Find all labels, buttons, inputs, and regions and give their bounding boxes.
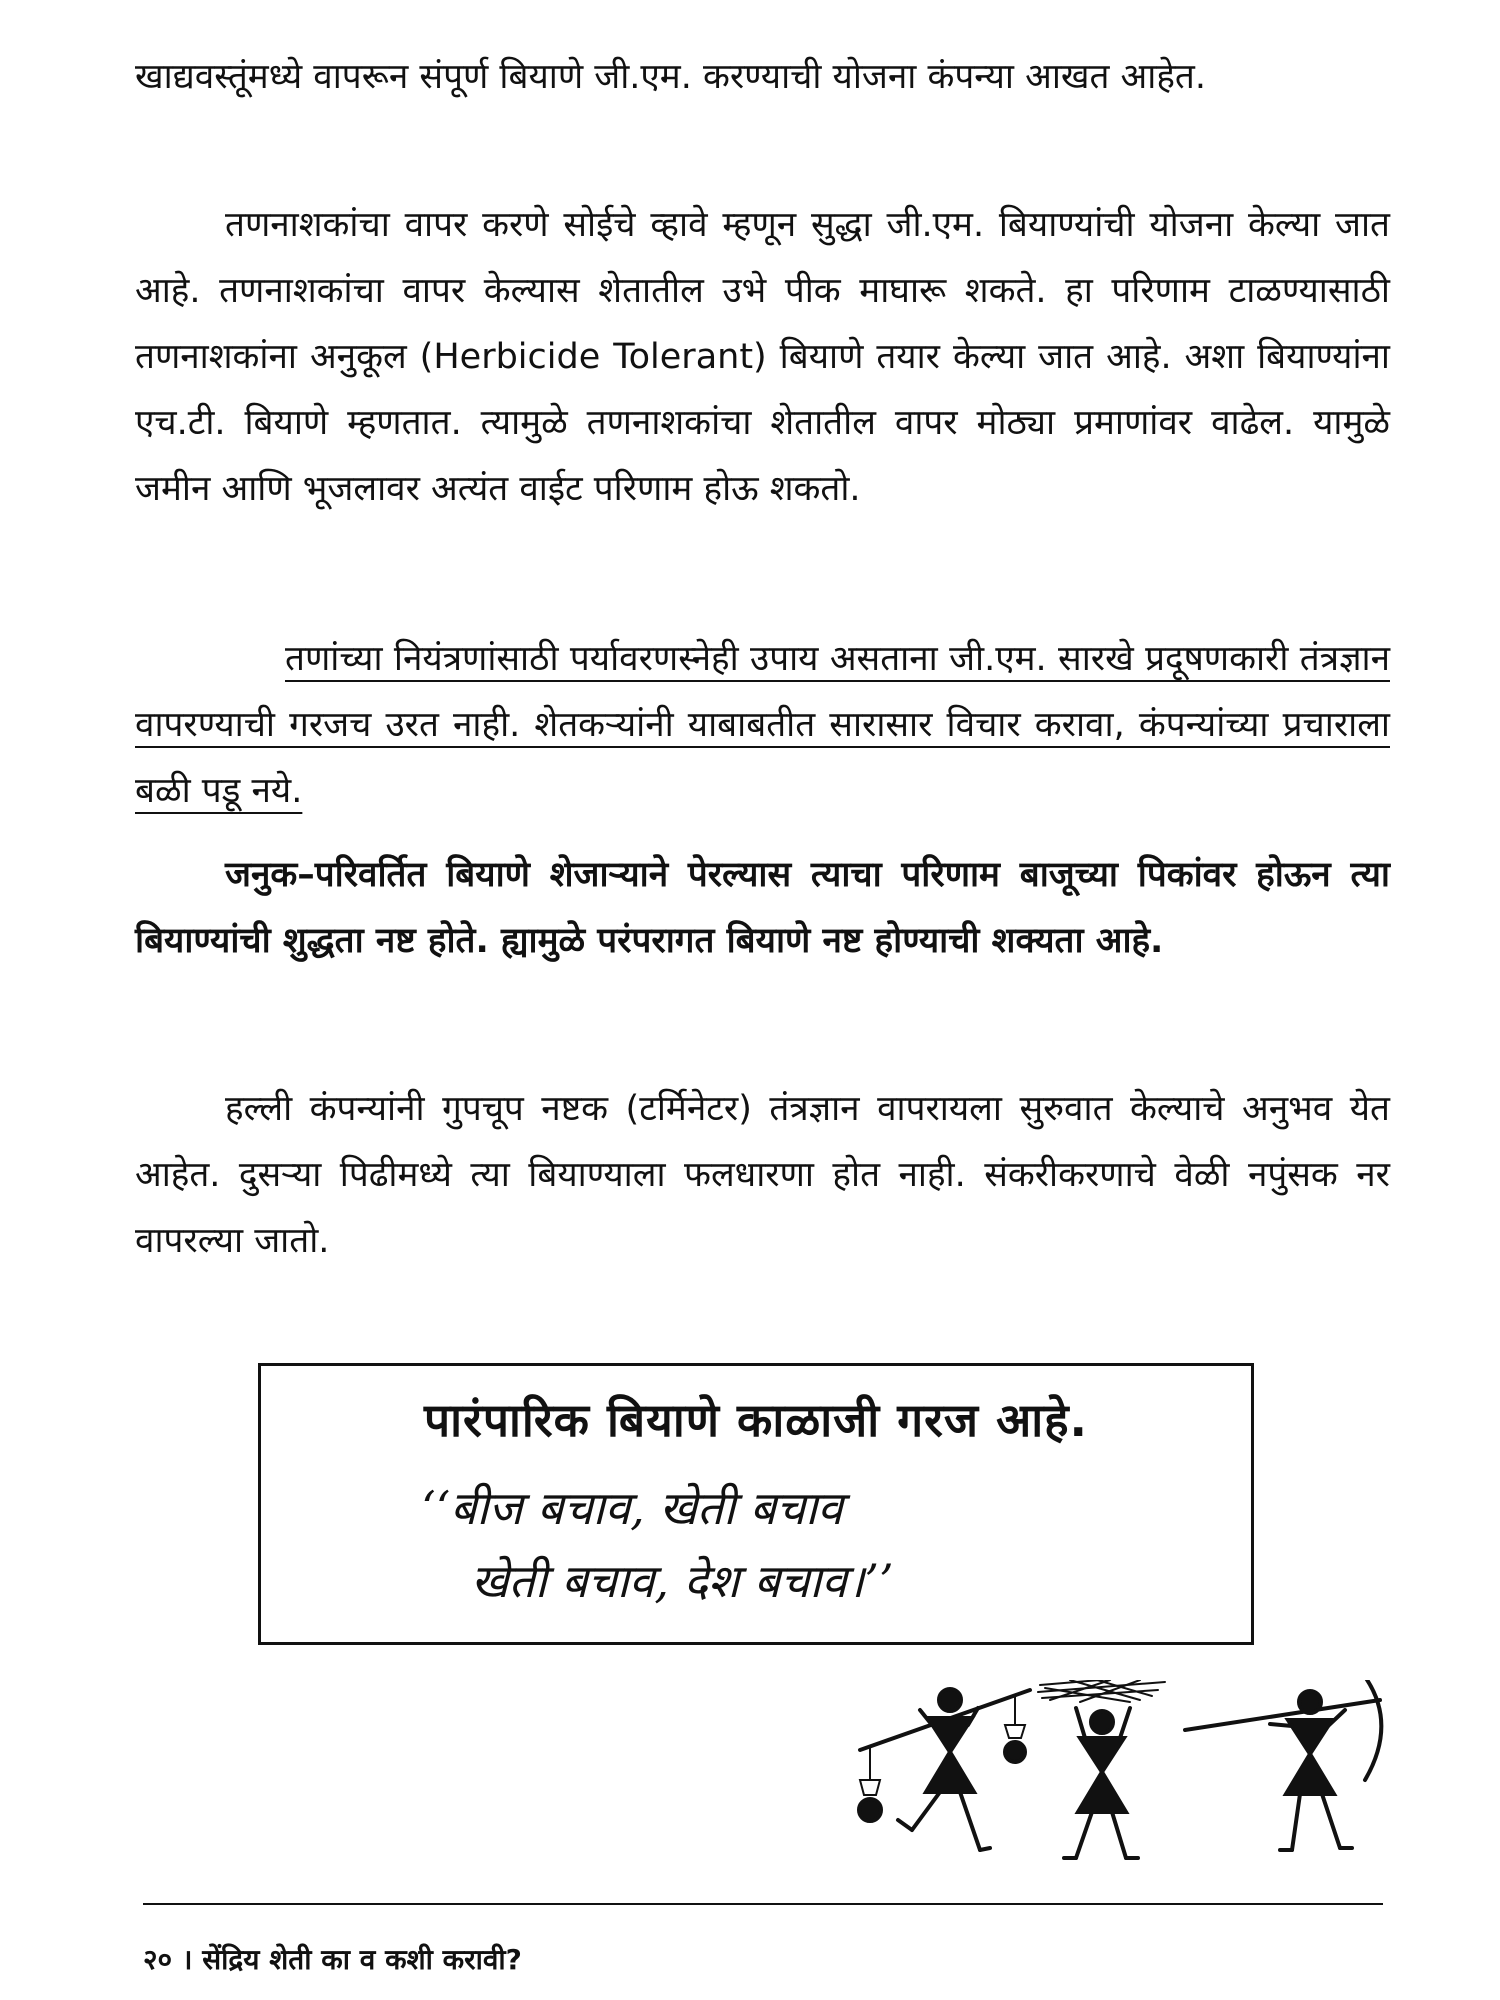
paragraph-eco-friendly-weed-control (135, 626, 1390, 824)
paragraph-gm-seeds-plan: खाद्यवस्तूंमध्ये वापरून संपूर्ण बियाणे जी.एम. करण्याची योजना कंपन्या आखत आहेत. (135, 57, 1206, 97)
slogan-line-2: खेती बचाव, देश बचाव।’’ (471, 1554, 894, 1608)
slogan-line-1: ‘‘बीज बचाव, खेती बचाव (421, 1481, 843, 1535)
underlined-text: तणांच्या नियंत्रणांसाठी पर्यावरणस्नेही उपाय असताना जी.एम. सारखे प्रदूषणकारी तंत्रज्ञान वापरण्याची गरजच उरत नाही. शेतकऱ्यांनी याबाबतीत सारासार विचार करावा, कंपन्यांच्या प्रचाराला बळी पडू नये. (135, 639, 1390, 811)
warli-farmers-icon (840, 1680, 1400, 1880)
paragraph-herbicide-tolerant: तणनाशकांचा वापर करणे सोईचे व्हावे म्हणून सुद्धा जी.एम. बियाण्यांची योजना केल्या जात आहे. तणनाशकांचा वापर केल्यास शेतातील उभे पीक माघारू शकते. हा परिणाम टाळण्यासाठी तणनाशकांना अनुकूल (Herbicide Tolerant) बियाणे तयार केल्या जात आहे. अशा बियाण्यांना एच.टी. बियाणे म्हणतात. त्यामुळे तणनाशकांचा शेतातील वापर मोठ्या प्रमाणांवर वाढेल. यामुळे जमीन आणि भूजलावर अत्यंत वाईट परिणाम होऊ शकतो. (135, 205, 1390, 509)
paragraph-terminator-technology: हल्ली कंपन्यांनी गुपचूप नष्टक (टर्मिनेटर) तंत्रज्ञान वापरायला सुरुवात केल्याचे अनुभव येत आहेत. दुसऱ्या पिढीमध्ये त्या बियाण्याला फलधारणा होत नाही. संकरीकरणाचे वेळी नपुंसक नर वापरल्या जातो. (135, 1089, 1390, 1261)
slogan-title: पारंपारिक बियाणे काळाजी गरज आहे. (424, 1393, 1088, 1447)
slogan-box (258, 1363, 1254, 1645)
footer-divider (143, 1903, 1383, 1905)
paragraph-gene-modified-contamination: जनुक–परिवर्तित बियाणे शेजाऱ्याने पेरल्यास त्याचा परिणाम बाजूच्या पिकांवर होऊन त्या बियाण्यांची शुद्धता नष्ट होते. ह्यामुळे परंपरागत बियाणे नष्ट होण्याची शक्यता आहे. (135, 855, 1390, 961)
page-footer: २० । सेंद्रिय शेती का व कशी करावी? (143, 1943, 522, 1976)
